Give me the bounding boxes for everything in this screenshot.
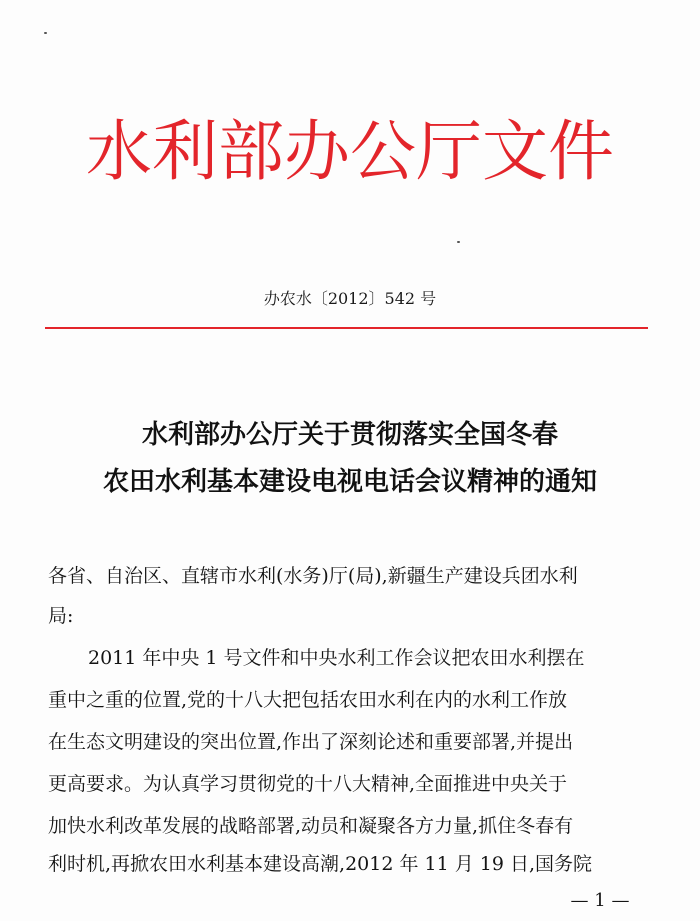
scan-speck	[44, 32, 47, 34]
notice-title-line-2: 农田水利基本建设电视电话会议精神的通知	[102, 467, 597, 497]
paragraph-line-1: 2011 年中央 1 号文件和中央水利工作会议把农田水利摆在	[88, 647, 585, 669]
scan-speck	[457, 241, 460, 243]
paragraph-line-5: 加快水利改革发展的战略部署,动员和凝聚各方力量,抓住冬春有	[48, 815, 574, 837]
page-number: — 1 —	[570, 890, 630, 911]
addressee-line-1: 各省、自治区、直辖市水利(水务)厅(局),新疆生产建设兵团水利	[48, 565, 578, 587]
paragraph-line-3: 在生态文明建设的突出位置,作出了深刻论述和重要部署,并提出	[48, 731, 574, 753]
addressee-line-2: 局:	[48, 605, 74, 627]
notice-title-line-1: 水利部办公厅关于贯彻落实全国冬春	[141, 420, 558, 450]
document-number: 办农水〔2012〕542 号	[263, 289, 437, 308]
document-header-title: 水利部办公厅文件	[86, 113, 614, 190]
paragraph-line-2: 重中之重的位置,党的十八大把包括农田水利在内的水利工作放	[48, 689, 568, 711]
paragraph-line-6: 利时机,再掀农田水利基本建设高潮,2012 年 11 月 19 日,国务院	[48, 853, 593, 875]
paragraph-line-4: 更高要求。为认真学习贯彻党的十八大精神,全面推进中央关于	[48, 773, 568, 795]
header-separator-line	[45, 327, 648, 329]
